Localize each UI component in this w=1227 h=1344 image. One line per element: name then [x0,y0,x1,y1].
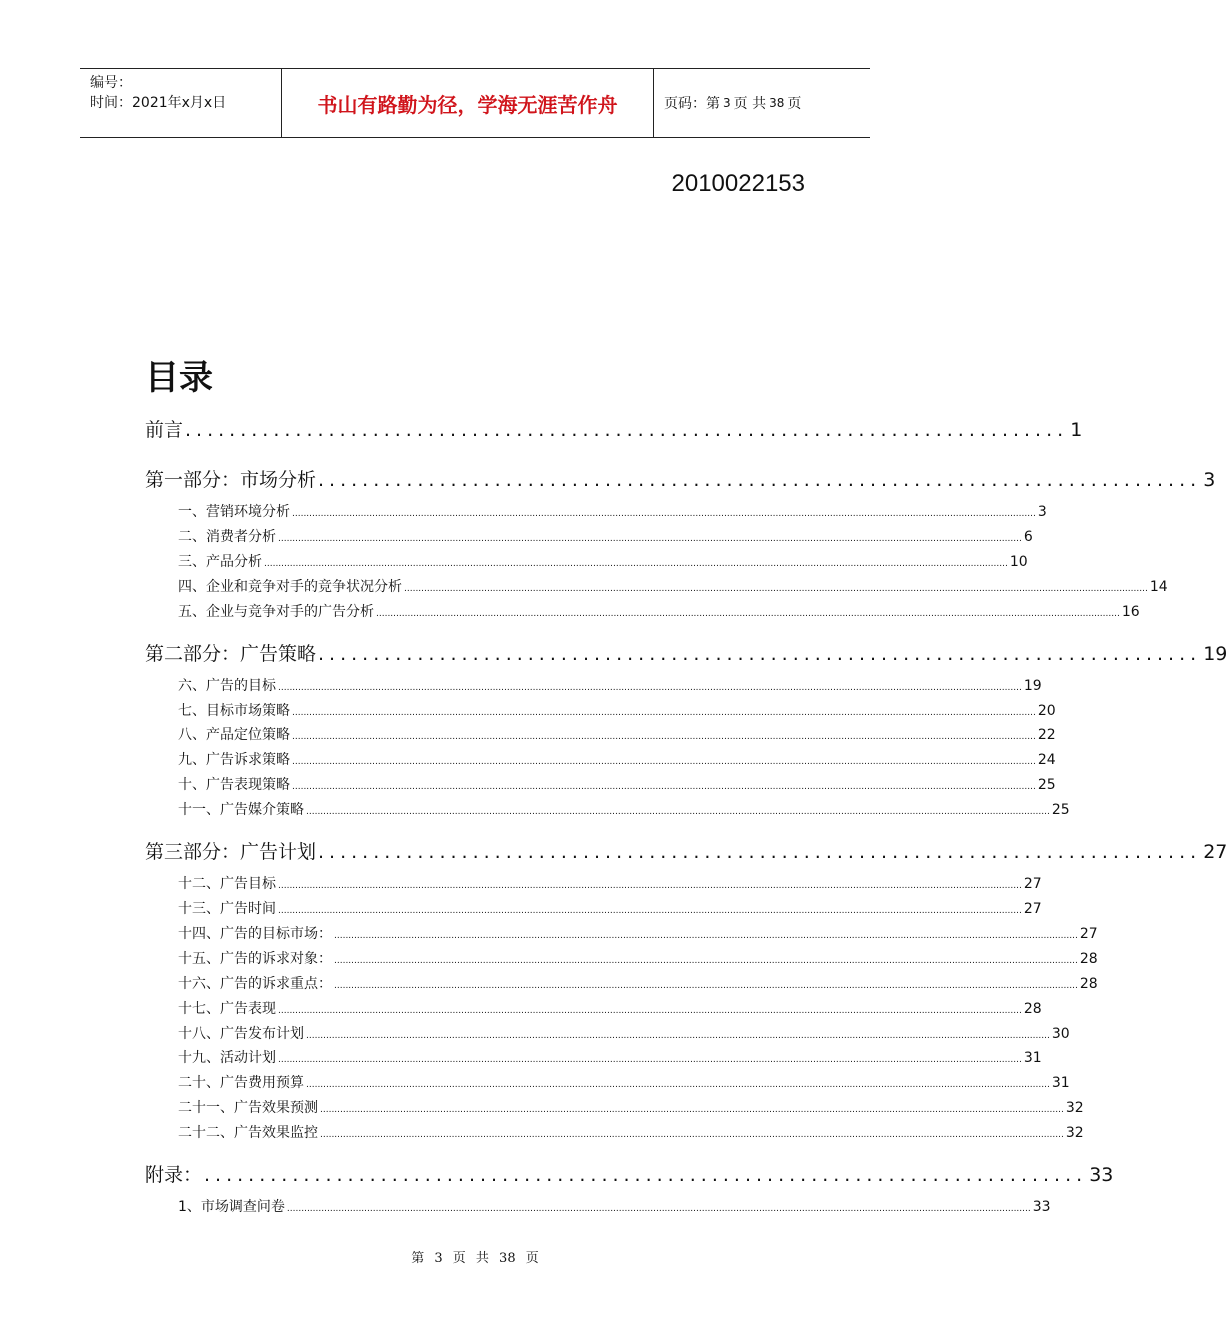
toc-entry-page: 16 [1121,603,1140,620]
toc-entry-page: 25 [1051,802,1070,819]
toc-entry[interactable] [145,1047,1042,1067]
toc-title: 目录 [145,358,213,398]
toc-dot-leader: .................................................................................................................................................................................................................................................................... [334,980,1078,991]
header-page-mid: 页 共 [733,96,767,112]
toc-dot-leader: .................................................................................................................................................................................................................................................................... [292,757,1036,768]
header-meta [80,69,282,137]
toc-entry-label: 三、产品分析 [178,551,262,571]
toc-dot-leader: .................................................................................................................................................................................................................................................................... [376,608,1120,619]
header-date-label: 时间：2021年x月x日 [90,95,227,111]
toc-entry-page: 27 [1023,901,1042,917]
toc-entry-page: 30 [1051,1025,1070,1042]
toc-entry-label: 四、企业和竞争对手的竞争状况分析 [178,576,402,596]
toc-entry-page: 31 [1051,1075,1070,1092]
page-footer: 第 3 页 共 38 页 [411,1251,539,1266]
toc-entry-page: 32 [1065,1125,1084,1142]
toc-entry-page: 25 [1037,777,1056,794]
toc-entry-label: 八、产品定位策略 [178,724,290,744]
toc-entry[interactable] [145,898,1042,918]
toc-dot-leader: .................................................................................................................................................................................................................................................................... [334,930,1078,941]
toc-entry-label: 十、广告表现策略 [178,774,290,794]
toc-entry-label: 七、目标市场策略 [178,700,290,720]
toc-dot-leader: .................................................................................................................................................................................................................................................................... [278,906,1022,916]
header-page-suffix: 页 [787,96,802,112]
document-number: 2010022153 [671,170,805,197]
toc-dot-leader: ................................................................................ [318,642,1202,665]
toc-dot-leader: .................................................................................................................................................................................................................................................................... [320,1130,1064,1141]
toc-dot-leader: .................................................................................................................................................................................................................................................................... [334,955,1078,966]
toc-entry[interactable] [145,1072,1070,1092]
toc-dot-leader: .................................................................................................................................................................................................................................................................... [292,509,1036,519]
toc-entry-page: 24 [1037,752,1056,769]
toc-entry[interactable] [145,799,1070,819]
toc-entry-label: 十一、广告媒介策略 [178,799,304,819]
toc-entry-label: 十六、广告的诉求重点： [178,973,332,993]
toc-entry[interactable] [145,700,1056,720]
toc-entry-page: 1 [1070,419,1083,441]
toc-entry[interactable] [145,973,1098,993]
toc-dot-leader: .................................................................................................................................................................................................................................................................... [286,1204,1031,1215]
toc-entry[interactable] [145,576,1168,596]
toc-entry[interactable] [145,1196,1051,1216]
header-page-total: 38 [769,96,785,110]
toc-entry-label: 第三部分：广告计划 [145,837,316,864]
toc-entry[interactable] [145,724,1056,744]
toc-entry[interactable] [145,526,1033,546]
toc-dot-leader: .................................................................................................................................................................................................................................................................... [278,881,1022,892]
header-page-info [654,69,870,137]
toc-entry[interactable] [145,837,1227,865]
toc-entry-page: 10 [1009,553,1028,570]
toc-entry-page: 28 [1079,950,1098,967]
toc-entry-page: 31 [1023,1050,1042,1067]
toc-dot-leader: ................................................................................ [318,841,1202,864]
toc-dot-leader: ................................................................................ [318,469,1202,491]
toc-entry-page: 20 [1037,702,1056,719]
toc-entry-label: 1、市场调查问卷 [178,1196,285,1216]
toc-entry-label: 十三、广告时间 [178,898,276,918]
toc-entry-page: 27 [1203,841,1227,864]
toc-entry-page: 3 [1037,504,1047,520]
toc-entry[interactable] [145,774,1056,794]
toc-entry-page: 32 [1065,1100,1084,1117]
toc-entry-label: 二十、广告费用预算 [178,1072,304,1092]
toc-entry-label: 十九、活动计划 [178,1047,276,1067]
toc-entry-label: 十五、广告的诉求对象： [178,948,332,968]
header-page-current: 3 [723,96,731,110]
toc-entry-label: 二十二、广告效果监控 [178,1122,318,1142]
toc-dot-leader: .................................................................................................................................................................................................................................................................... [306,1030,1050,1041]
toc-entry-page: 28 [1023,1000,1042,1017]
toc-entry[interactable] [145,948,1098,968]
toc-entry-page: 28 [1079,975,1098,992]
toc-entry-label: 第一部分：市场分析 [145,465,316,492]
toc-entry-page: 6 [1023,528,1033,545]
toc-entry[interactable] [145,551,1028,571]
toc-entry[interactable] [145,415,1083,443]
toc-entry[interactable] [145,1122,1084,1142]
header-slogan: 书山有路勤为径，学海无涯苦作舟 [282,69,654,137]
header-page-prefix: 页码：第 [664,96,720,112]
toc-entry-page: 14 [1149,578,1168,595]
toc-dot-leader: .................................................................................................................................................................................................................................................................... [278,1005,1022,1016]
toc-dot-leader: .................................................................................................................................................................................................................................................................... [404,583,1148,594]
toc-dot-leader: ................................................................................ [204,1164,1088,1187]
toc-entry-label: 二、消费者分析 [178,526,276,546]
toc-dot-leader: .................................................................................................................................................................................................................................................................... [292,707,1036,718]
toc-entry-page: 22 [1037,727,1056,744]
toc-entry[interactable] [145,873,1042,893]
toc-entry-label: 五、企业与竞争对手的广告分析 [178,601,374,621]
toc-entry[interactable] [145,675,1042,695]
toc-dot-leader: .................................................................................................................................................................................................................................................................... [278,533,1022,544]
toc-entry-label: 十二、广告目标 [178,873,276,893]
toc-entry-label: 十七、广告表现 [178,998,276,1018]
toc-entry[interactable] [145,749,1056,769]
toc-entry-label: 十四、广告的目标市场： [178,923,332,943]
toc-entry-page: 19 [1023,677,1042,694]
toc-dot-leader: .................................................................................................................................................................................................................................................................... [306,807,1050,818]
toc-entry-label: 一、营销环境分析 [178,501,290,521]
toc-entry-label: 附录： [145,1160,202,1187]
toc-entry[interactable] [145,1023,1070,1043]
toc-entry[interactable] [145,1097,1084,1117]
toc-entry[interactable] [145,501,1047,521]
toc-entry[interactable] [145,601,1140,621]
toc-dot-leader: .................................................................................................................................................................................................................................................................... [292,732,1036,743]
toc-dot-leader: ................................................................................ [185,419,1069,441]
toc-entry-page: 33 [1032,1199,1051,1216]
page-header [80,68,870,138]
toc-dot-leader: .................................................................................................................................................................................................................................................................... [306,1080,1050,1091]
toc-dot-leader: .................................................................................................................................................................................................................................................................... [264,558,1008,569]
toc-entry-page: 33 [1089,1164,1114,1187]
toc-entry-label: 十八、广告发布计划 [178,1023,304,1043]
toc-entry[interactable] [145,465,1216,493]
header-number-label: 编号： [90,75,132,91]
toc-entry[interactable] [145,923,1098,943]
toc-entry-page: 19 [1203,642,1227,665]
toc-entry-page: 3 [1203,469,1216,491]
toc-dot-leader: .................................................................................................................................................................................................................................................................... [278,1055,1022,1066]
toc-entry-page: 27 [1079,925,1098,942]
toc-entry[interactable] [145,1160,1114,1188]
toc-entry[interactable] [145,998,1042,1018]
toc-entry-page: 27 [1023,876,1042,893]
toc-entry-label: 九、广告诉求策略 [178,749,290,769]
toc-entry[interactable] [145,639,1227,667]
toc-entry-label: 第二部分：广告策略 [145,639,316,666]
toc-dot-leader: .................................................................................................................................................................................................................................................................... [292,782,1036,793]
toc-entry-label: 六、广告的目标 [178,675,276,695]
toc-entry-label: 前言 [145,415,183,442]
toc-dot-leader: .................................................................................................................................................................................................................................................................... [278,682,1022,693]
toc-entry-label: 二十一、广告效果预测 [178,1097,318,1117]
toc-dot-leader: .................................................................................................................................................................................................................................................................... [320,1105,1064,1116]
